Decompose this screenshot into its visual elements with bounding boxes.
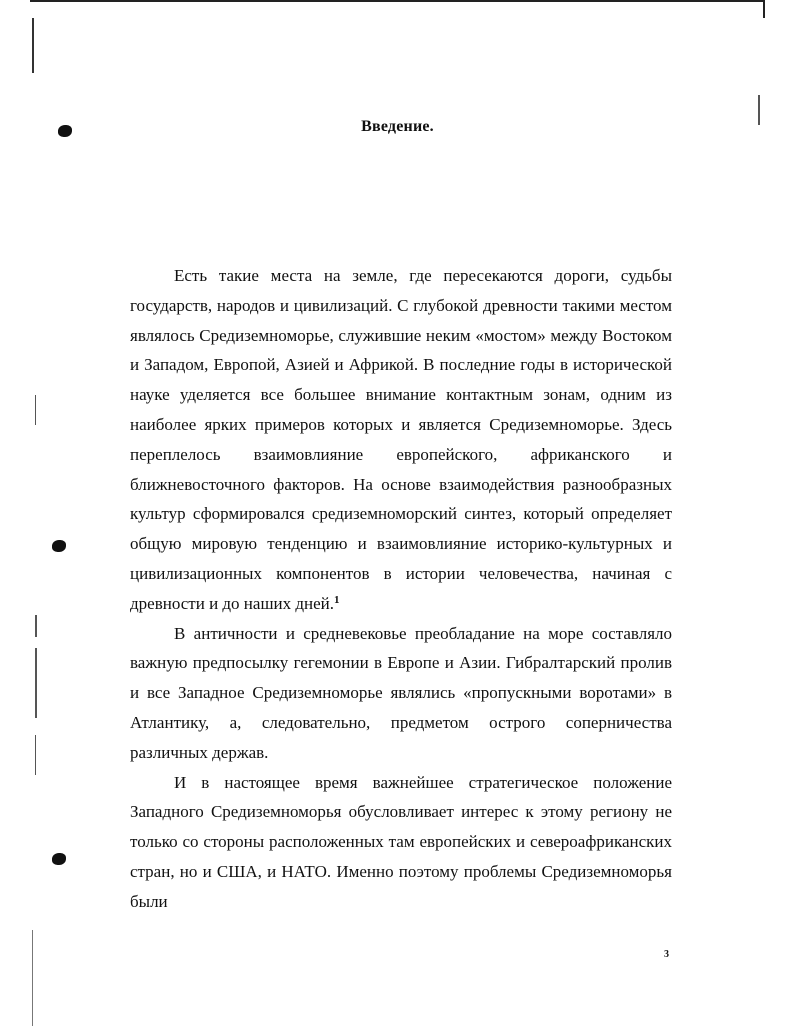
- scan-mark: [35, 735, 36, 775]
- binder-hole-mark: [52, 853, 66, 865]
- scan-right-edge: [763, 0, 765, 18]
- document-body: [130, 261, 672, 917]
- paragraph-text: Есть такие места на земле, где пересекаются дороги, судьбы государств, народов и цивилизаций. С глубокой древности такими местом являлось Средиземноморье, служившие неким «мостом» между Востоком и Западом, Европой, Азией и Африкой. В последние годы в исторической науке уделяется все большее внимание контактным зонам, одним из наиболее ярких примеров которых и является Средиземноморье. Здесь переплелось взаимовлияние европейского, африканского и ближневосточного факторов. На основе взаимодействия разнообразных культур сформировался средиземноморский синтез, который определяет общую мировую тенденцию и взаимовлияние историко-культурных и цивилизационных компонентов в истории человечества, начиная с древности и до наших дней.: [130, 266, 672, 613]
- paragraph-text: И в настоящее время важнейшее стратегическое положение Западного Средиземноморья обусловливает интерес к этому региону не только со стороны расположенных там европейских и североафриканских стран, но и США, и НАТО. Именно поэтому проблемы Средиземноморья были: [130, 772, 672, 911]
- page-number: 3: [664, 949, 669, 960]
- footnote-marker: 1: [334, 593, 340, 606]
- scan-mark: [35, 615, 37, 637]
- binder-hole-mark: [52, 540, 66, 552]
- scan-mark: [35, 395, 36, 425]
- paragraph-text: В античности и средневековье преобладание на море составляло важную предпосылку гегемонии в Европе и Азии. Гибралтарский пролив и все Западное Средиземноморье являлись «пропускными воротами» в Атлантику, а, следовательно, предметом острого соперничества различных держав.: [130, 623, 672, 762]
- scan-top-edge: [30, 0, 765, 2]
- page-title: Введение.: [361, 118, 434, 135]
- paragraph: [130, 619, 672, 768]
- paragraph: [130, 768, 672, 917]
- paragraph: [130, 261, 672, 619]
- scan-mark: [35, 648, 37, 718]
- scan-left-edge-top: [32, 18, 34, 73]
- scan-left-edge-bottom: [32, 930, 33, 1026]
